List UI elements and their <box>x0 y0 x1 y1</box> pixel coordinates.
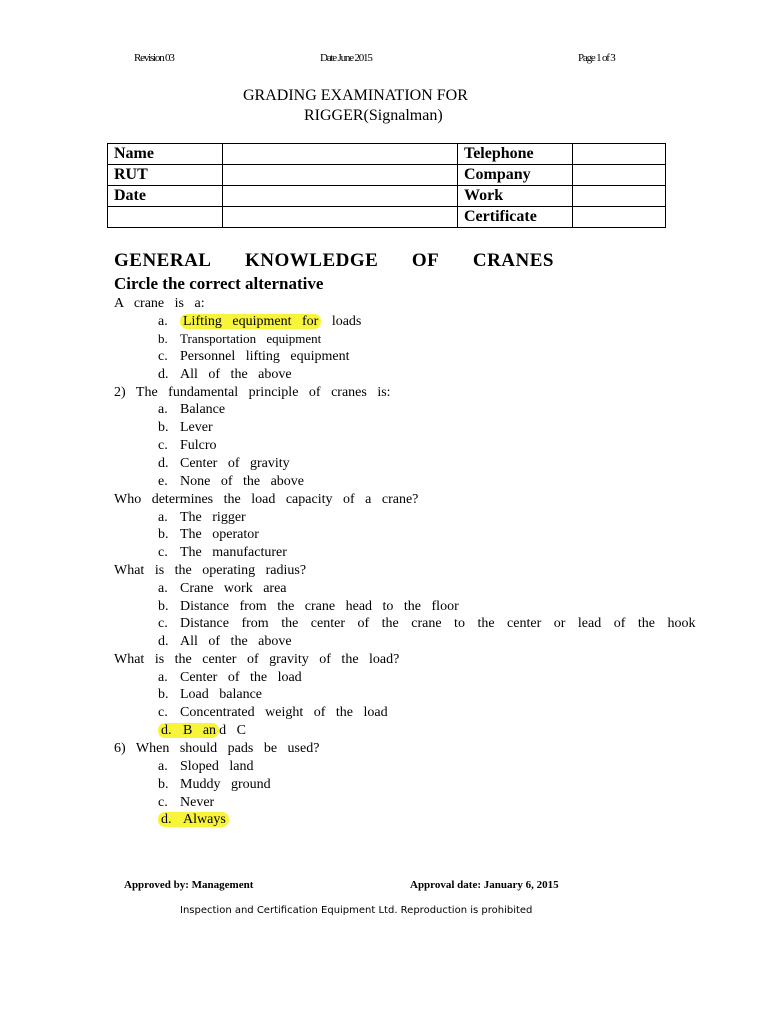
option-3c[interactable]: c. The manufacturer <box>158 545 287 560</box>
option-4b[interactable]: b. Distance from the crane head to the floor <box>158 599 459 614</box>
question-5: What is the center of gravity of the load? <box>114 652 400 667</box>
option-6d[interactable] <box>158 811 229 828</box>
date-field[interactable] <box>223 186 458 207</box>
option-3b[interactable]: b. The operator <box>158 527 259 542</box>
option-5b[interactable]: b. Load balance <box>158 687 263 702</box>
approved-by: Approved by: Management <box>124 879 254 891</box>
empty-label <box>108 207 223 228</box>
option-1b[interactable]: b. Transportation equipment <box>158 331 322 346</box>
page-title: GRADING EXAMINATION FOR <box>243 87 468 104</box>
table-row <box>108 207 666 228</box>
option-1c[interactable]: c. Personnel lifting equipment <box>158 349 350 364</box>
section-heading <box>114 250 554 272</box>
telephone-label: Telephone <box>458 144 573 165</box>
date-label: Date June 2015 <box>320 52 372 64</box>
table-row <box>108 186 666 207</box>
option-4d[interactable]: d. All of the above <box>158 634 292 649</box>
highlight-mark: d. B an <box>158 723 219 738</box>
option-5c[interactable]: c. Concentrated weight of the load <box>158 705 388 720</box>
heading-word: CRANES <box>472 250 554 271</box>
rut-label: RUT <box>108 165 223 186</box>
question-6: 6) When should pads be used? <box>114 741 320 756</box>
question-4: What is the operating radius? <box>114 563 307 578</box>
option-6b[interactable]: b. Muddy ground <box>158 777 271 792</box>
footer-note: Inspection and Certification Equipment Ltd. Reproduction is prohibited <box>180 905 533 916</box>
question-2: 2) The fundamental principle of cranes is: <box>114 385 391 400</box>
candidate-info-table <box>107 143 666 228</box>
option-6c[interactable]: c. Never <box>158 795 215 810</box>
name-label: Name <box>108 144 223 165</box>
option-4a[interactable]: a. Crane work area <box>158 581 287 596</box>
certificate-field[interactable] <box>573 207 666 228</box>
telephone-field[interactable] <box>573 144 666 165</box>
option-2b[interactable]: b. Lever <box>158 420 213 435</box>
option-3a[interactable]: a. The rigger <box>158 510 246 525</box>
option-1a[interactable]: a. Lifting equipment for loads <box>158 314 362 329</box>
option-2d[interactable]: d. Center of gravity <box>158 456 290 471</box>
page-label: Page 1 of 3 <box>578 52 615 64</box>
question-1: A crane is a: <box>114 296 205 311</box>
table-row <box>108 165 666 186</box>
question-3: Who determines the load capacity of a crane? <box>114 492 419 507</box>
company-field[interactable] <box>573 165 666 186</box>
option-2e[interactable]: e. None of the above <box>158 474 305 489</box>
highlight-mark: d. Always <box>158 812 229 827</box>
table-row <box>108 144 666 165</box>
rut-field[interactable] <box>223 165 458 186</box>
work-field[interactable] <box>573 186 666 207</box>
option-2c[interactable]: c. Fulcro <box>158 438 217 453</box>
date-field-label: Date <box>108 186 223 207</box>
name-field[interactable] <box>223 144 458 165</box>
revision-label: Revision 03 <box>134 52 174 64</box>
company-label: Company <box>458 165 573 186</box>
option-2a[interactable]: a. Balance <box>158 402 226 417</box>
option-6a[interactable]: a. Sloped land <box>158 759 254 774</box>
instruction-text: Circle the correct alternative <box>114 274 324 293</box>
heading-word: GENERAL <box>114 250 212 271</box>
empty-field[interactable] <box>223 207 458 228</box>
option-4c[interactable]: c. Distance from the center of the crane to the center or lead of the hook <box>158 616 696 631</box>
option-5a[interactable]: a. Center of the load <box>158 670 302 685</box>
work-label: Work <box>458 186 573 207</box>
option-5d[interactable]: d. B an d C <box>158 722 246 739</box>
heading-word: KNOWLEDGE <box>245 250 379 271</box>
approval-date: Approval date: January 6, 2015 <box>410 879 559 891</box>
heading-word: OF <box>411 250 440 271</box>
page-subtitle: RIGGER(Signalman) <box>304 107 443 124</box>
certificate-label: Certificate <box>458 207 573 228</box>
option-1d[interactable]: d. All of the above <box>158 367 292 382</box>
highlight-mark: Lifting equipment for <box>180 314 321 329</box>
